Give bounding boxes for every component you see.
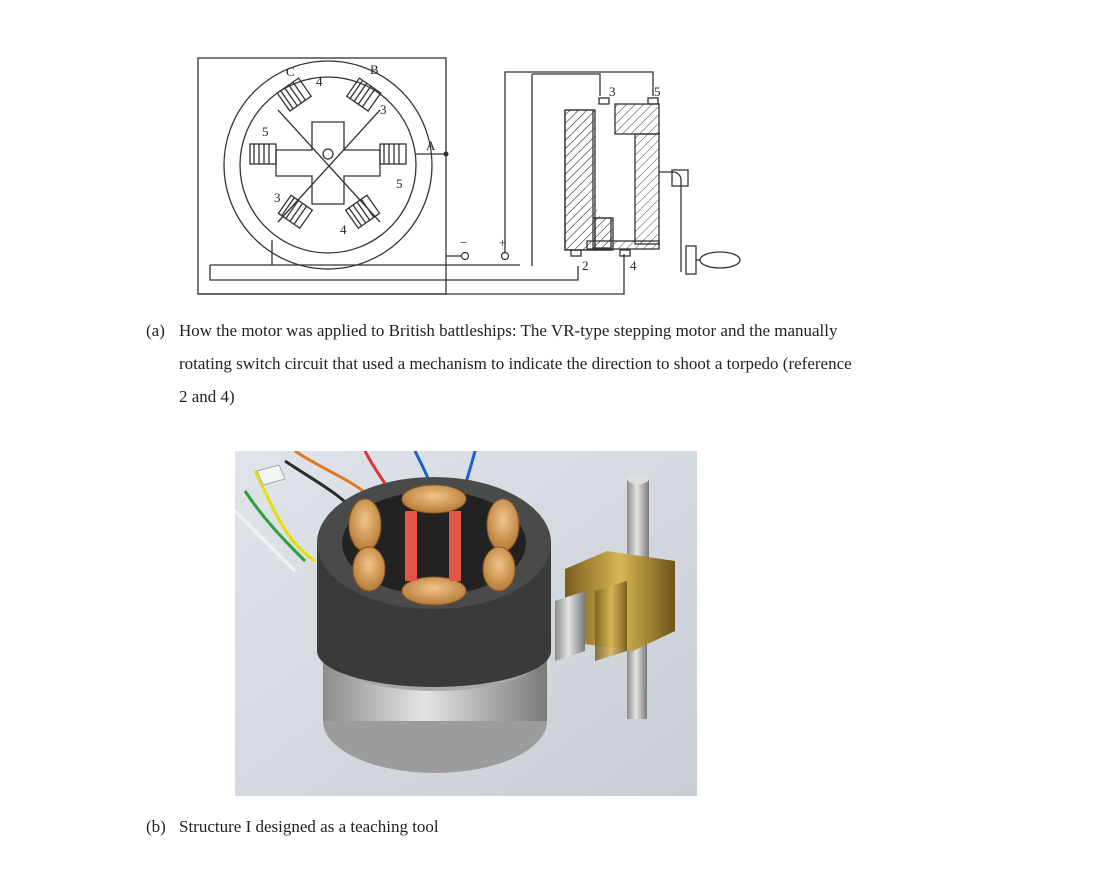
label-phase-c: C — [286, 64, 295, 79]
rotor-shaft — [323, 149, 333, 159]
coil-left — [250, 144, 276, 164]
coil-top-right — [347, 78, 381, 111]
figure-a-schematic — [190, 40, 750, 302]
label-phase-b: B — [370, 62, 379, 77]
figure-b-photo — [235, 451, 697, 796]
contact-3 — [599, 98, 609, 104]
crank-handle — [659, 170, 740, 274]
coil-right — [380, 144, 406, 164]
caption-b-text: Structure I designed as a teaching tool — [179, 817, 439, 836]
label-pole-right: 5 — [396, 176, 403, 191]
coil-top-left — [277, 78, 311, 111]
label-pole-left: 5 — [262, 124, 269, 139]
label-plus: + — [499, 235, 507, 250]
coil-bottom-left — [278, 195, 312, 228]
label-minus: − — [460, 235, 468, 250]
label-switch-4: 4 — [630, 258, 637, 273]
coil-bottom-right — [346, 195, 380, 228]
caption-a-line-3: 2 and 4) — [179, 387, 235, 406]
terminal-minus — [462, 253, 469, 260]
label-pole-bl: 3 — [274, 190, 281, 205]
label-pole-br: 4 — [340, 222, 347, 237]
label-switch-2: 2 — [582, 258, 589, 273]
caption-a-line-1: How the motor was applied to British battleships: The VR-type stepping motor and the manually — [179, 321, 838, 340]
rotor-cross — [276, 122, 380, 204]
caption-a-line-2: rotating switch circuit that used a mechanism to indicate the direction to shoot a torpedo (reference — [179, 354, 852, 373]
contact-2 — [571, 250, 581, 256]
caption-b-label: (b) — [146, 817, 166, 836]
contact-4 — [620, 250, 630, 256]
label-phase-a: A — [426, 138, 436, 153]
label-switch-3: 3 — [609, 84, 616, 99]
caption-a-label: (a) — [146, 321, 165, 340]
label-pole-tl: 4 — [316, 74, 323, 89]
label-pole-tr: 3 — [380, 102, 387, 117]
terminal-plus — [502, 253, 509, 260]
label-switch-5: 5 — [654, 84, 661, 99]
